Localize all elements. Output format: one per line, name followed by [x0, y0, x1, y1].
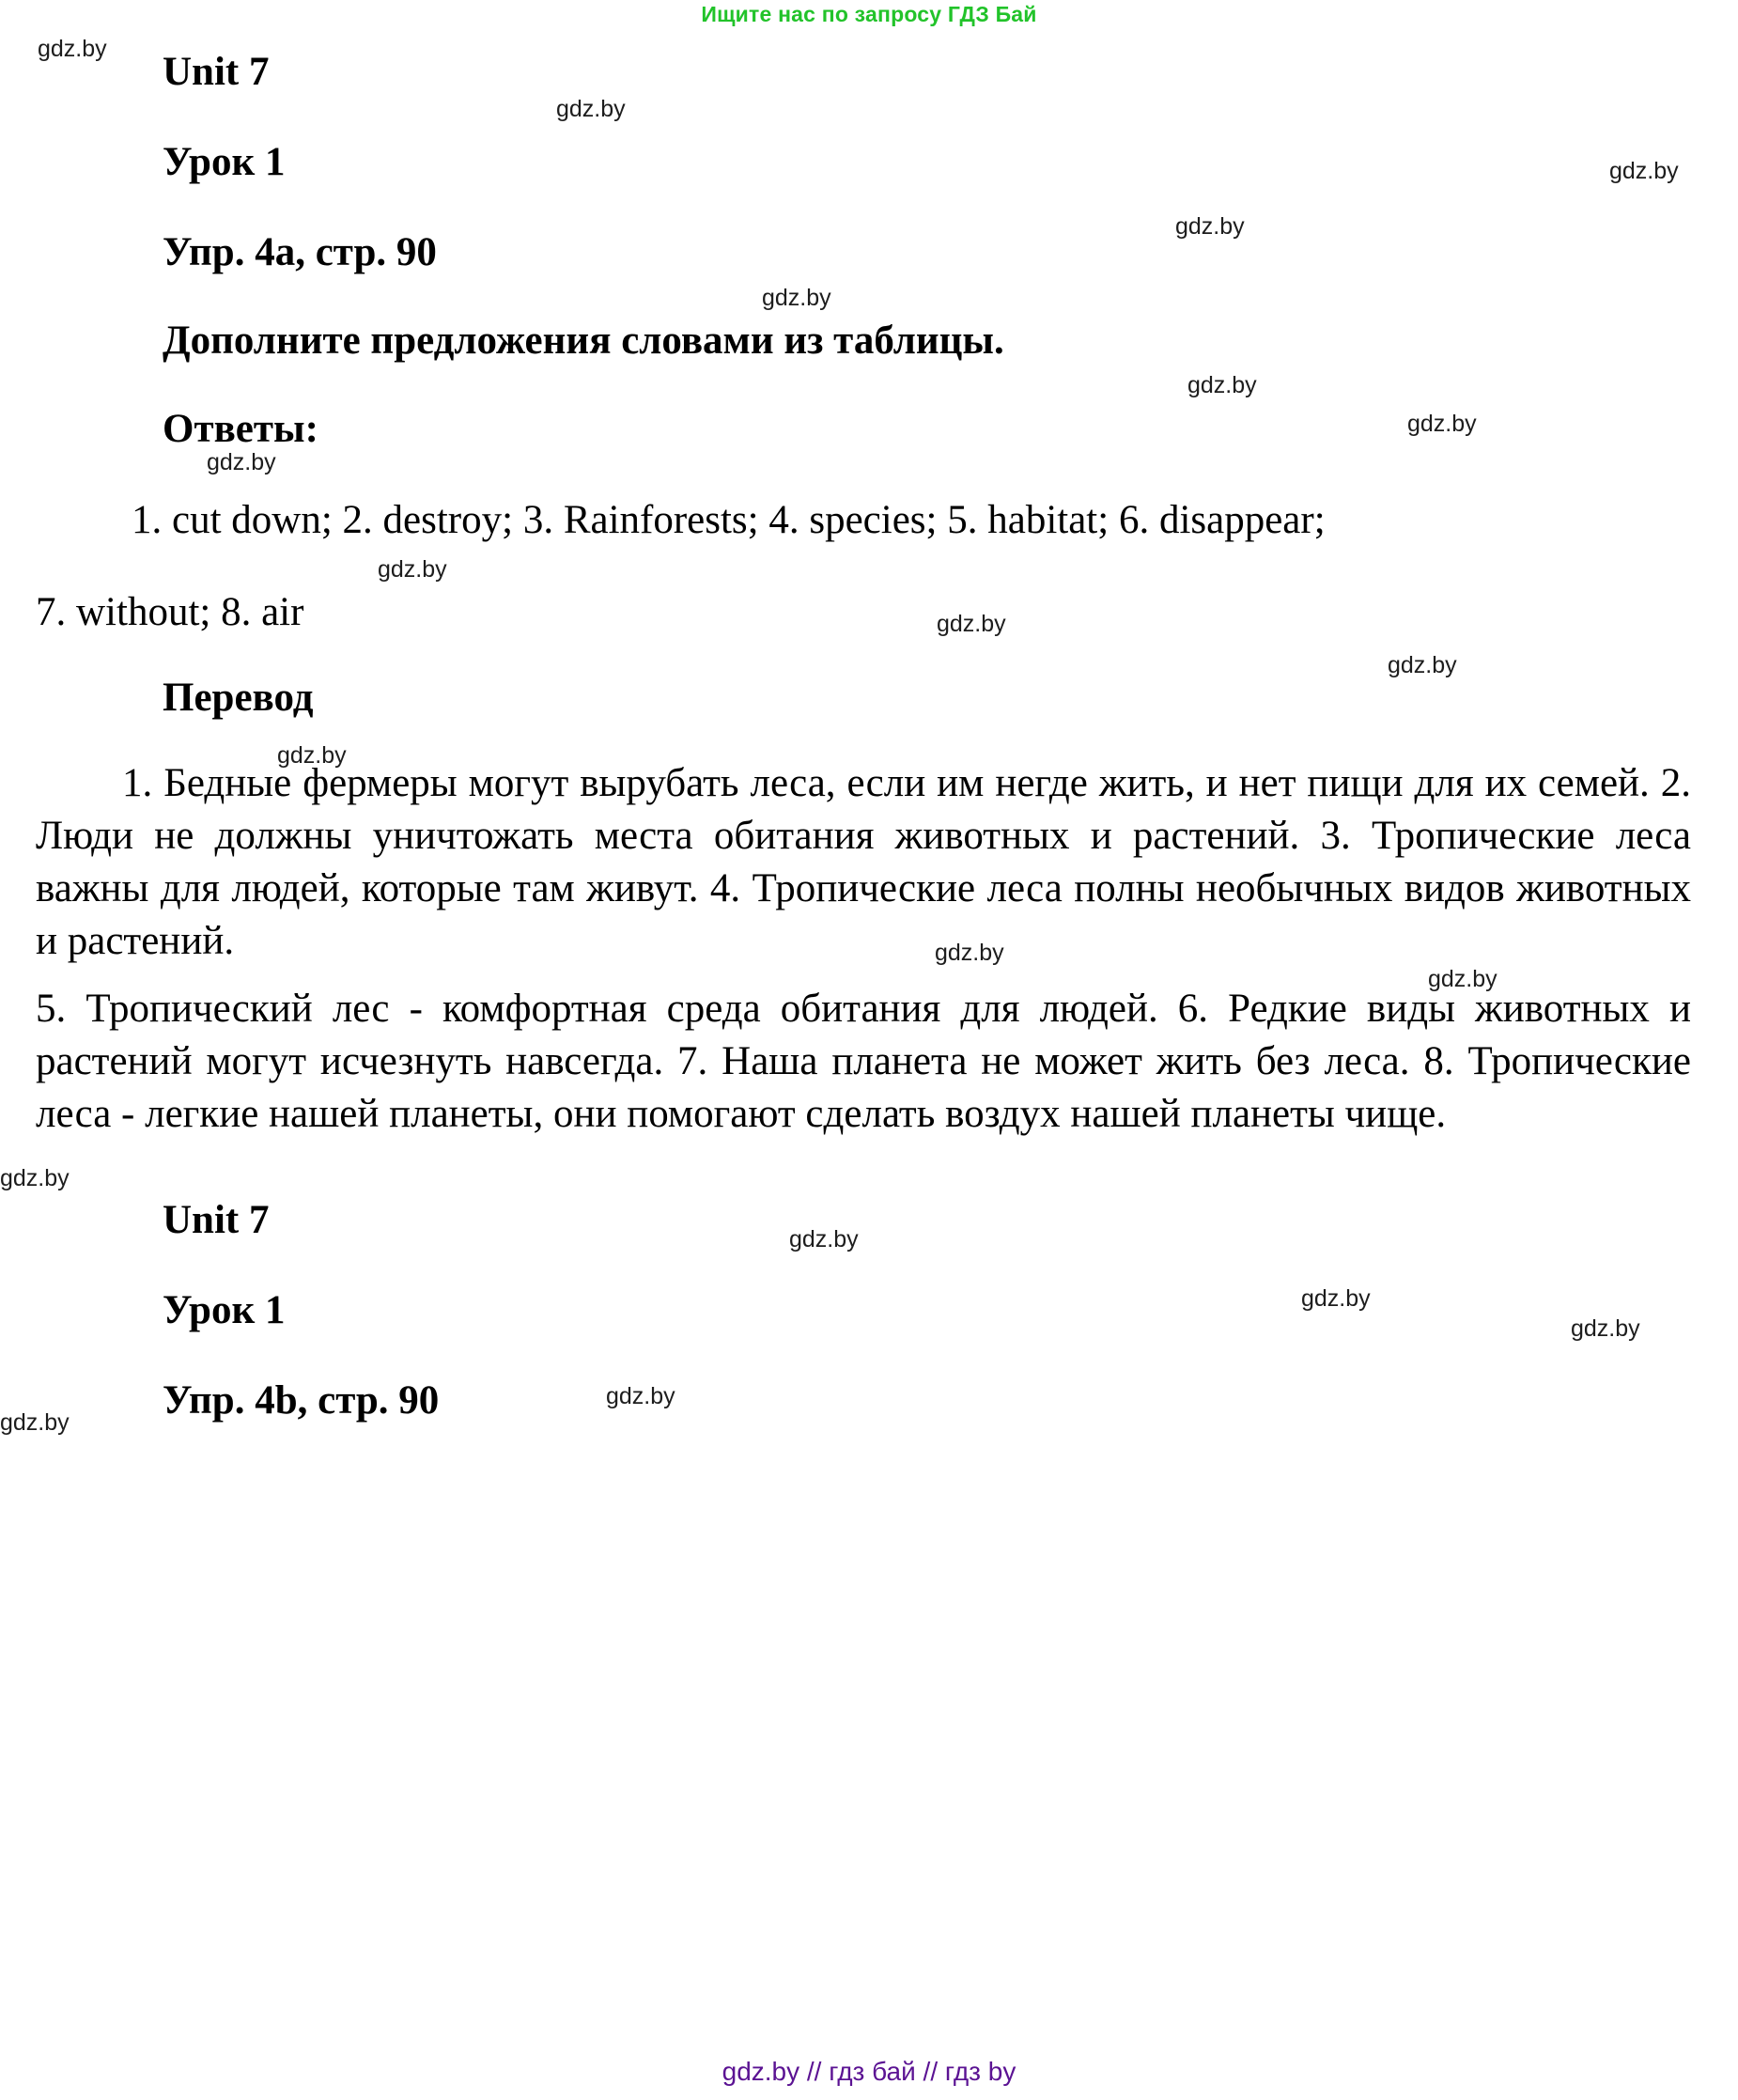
watermark-gdz: gdz.by — [935, 940, 1004, 966]
translation-paragraph-2: 5. Тропический лес - комфортная среда обитания для людей. 6. Редкие виды животных и растений могут исчезнуть навсегда. 7. Наша планета не может жить без леса. 8. Тропические леса - легкие нашей планеты, они помогают сделать воздух нашей планеты чище. — [36, 987, 1691, 1136]
answers-line-2: 7. without; 8. air — [36, 590, 304, 634]
watermark-gdz: gdz.by — [762, 285, 831, 311]
exercise-heading-4a: Упр. 4a, стр. 90 — [163, 230, 437, 274]
watermark-gdz: gdz.by — [606, 1383, 675, 1409]
watermark-gdz: gdz.by — [556, 96, 626, 122]
watermark-gdz: gdz.by — [789, 1226, 859, 1252]
answers-label: Ответы: — [163, 407, 318, 451]
watermark-gdz: gdz.by — [378, 556, 447, 583]
watermark-gdz: gdz.by — [1571, 1315, 1640, 1342]
watermark-gdz: gdz.by — [1175, 213, 1245, 240]
task-instruction: Дополните предложения словами из таблицы. — [163, 319, 1004, 363]
watermark-gdz: gdz.by — [38, 36, 107, 62]
lesson-heading-top: Урок 1 — [163, 140, 286, 184]
unit-heading-top: Unit 7 — [163, 50, 270, 94]
watermark-gdz: gdz.by — [937, 611, 1006, 637]
watermark-gdz: gdz.by — [1609, 158, 1679, 184]
unit-heading-bottom: Unit 7 — [163, 1198, 270, 1242]
translation-label: Перевод — [163, 676, 314, 720]
watermark-gdz: gdz.by — [1428, 966, 1497, 992]
watermark-gdz: gdz.by — [1388, 652, 1457, 678]
watermark-gdz: gdz.by — [0, 1165, 70, 1191]
watermark-gdz: gdz.by — [1187, 372, 1257, 398]
watermark-gdz: gdz.by — [277, 742, 347, 769]
lesson-heading-bottom: Урок 1 — [163, 1288, 286, 1332]
promo-banner: Ищите нас по запросу ГДЗ Бай — [701, 2, 1037, 26]
answers-line-1: 1. cut down; 2. destroy; 3. Rainforests; 4. species; 5. habitat; 6. disappear; — [132, 498, 1326, 542]
watermark-gdz: gdz.by — [0, 1409, 70, 1436]
watermark-gdz: gdz.by — [1301, 1285, 1371, 1312]
exercise-heading-4b: Упр. 4b, стр. 90 — [163, 1378, 440, 1423]
footer-links[interactable]: gdz.by // гдз бай // гдз by — [722, 2057, 1016, 2086]
watermark-gdz: gdz.by — [1407, 411, 1477, 437]
translation-paragraph-1: 1. Бедные фермеры могут вырубать леса, если им негде жить, и нет пищи для их семей. 2. Люди не должны уничтожать места обитания животных и растений. 3. Тропические леса важны для людей, которые там живут. 4. Тропические леса полны необычных видов животных и растений. — [36, 761, 1691, 963]
watermark-gdz: gdz.by — [207, 449, 276, 475]
